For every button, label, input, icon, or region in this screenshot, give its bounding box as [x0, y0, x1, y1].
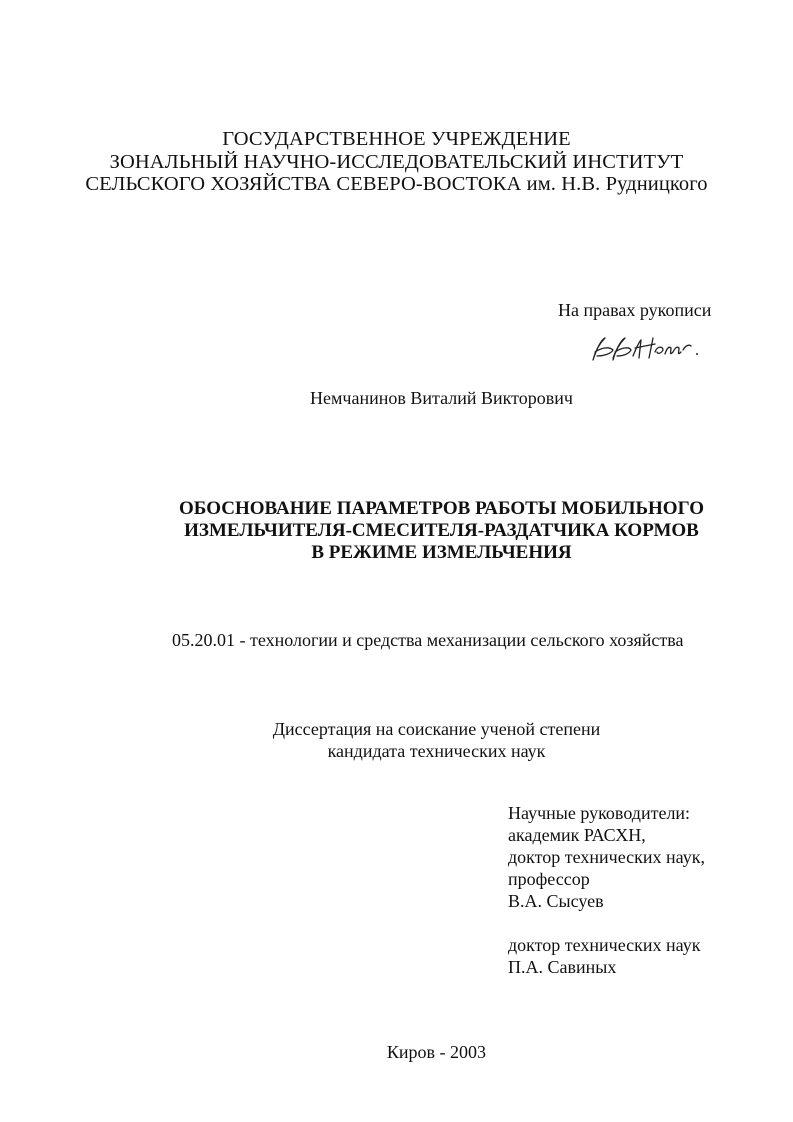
- second-supervisor-block: [508, 934, 701, 978]
- degree-statement: [0, 718, 793, 762]
- supervisors-block: [508, 802, 705, 912]
- institution-line-1: ГОСУДАРСТВЕННОЕ УЧРЕЖДЕНИЕ: [222, 128, 571, 150]
- specialty-code: 05.20.01 - технологии и средства механизации сельского хозяйства: [172, 630, 684, 650]
- institution-line-3: СЕЛЬСКОГО ХОЗЯЙСТВА СЕВЕРО-ВОСТОКА им. Н.В. Рудницкого: [85, 173, 708, 195]
- degree-line-2: кандидата технических наук: [327, 741, 546, 761]
- handwritten-signature: [585, 330, 705, 370]
- dissertation-title: [0, 498, 793, 564]
- rights-note: На правах рукописи: [558, 300, 712, 320]
- author-name: Немчанинов Виталий Викторович: [310, 388, 573, 408]
- supervisor-2-title: доктор технических наук: [508, 935, 701, 955]
- title-line-1: ОБОСНОВАНИЕ ПАРАМЕТРОВ РАБОТЫ МОБИЛЬНОГО: [179, 498, 704, 519]
- institution-line-2: ЗОНАЛЬНЫЙ НАУЧНО-ИССЛЕДОВАТЕЛЬСКИЙ ИНСТИТУТ: [109, 150, 684, 173]
- title-line-3: В РЕЖИМЕ ИЗМЕЛЬЧЕНИЯ: [311, 542, 572, 563]
- supervisor-1-name: В.А. Сысуев: [508, 891, 604, 911]
- supervisor-2-name: П.А. Савиных: [508, 957, 617, 977]
- degree-line-1: Диссертация на соискание ученой степени: [272, 719, 601, 739]
- supervisor-1-title-3: профессор: [508, 869, 590, 889]
- supervisors-heading: Научные руководители:: [508, 803, 691, 823]
- supervisor-1-title-1: академик РАСХН,: [508, 825, 646, 845]
- title-line-2: ИЗМЕЛЬЧИТЕЛЯ-СМЕСИТЕЛЯ-РАЗДАТЧИКА КОРМОВ: [184, 520, 699, 541]
- supervisor-1-title-2: доктор технических наук,: [508, 847, 705, 867]
- institution-header: [0, 128, 793, 196]
- city-year: Киров - 2003: [386, 1042, 487, 1062]
